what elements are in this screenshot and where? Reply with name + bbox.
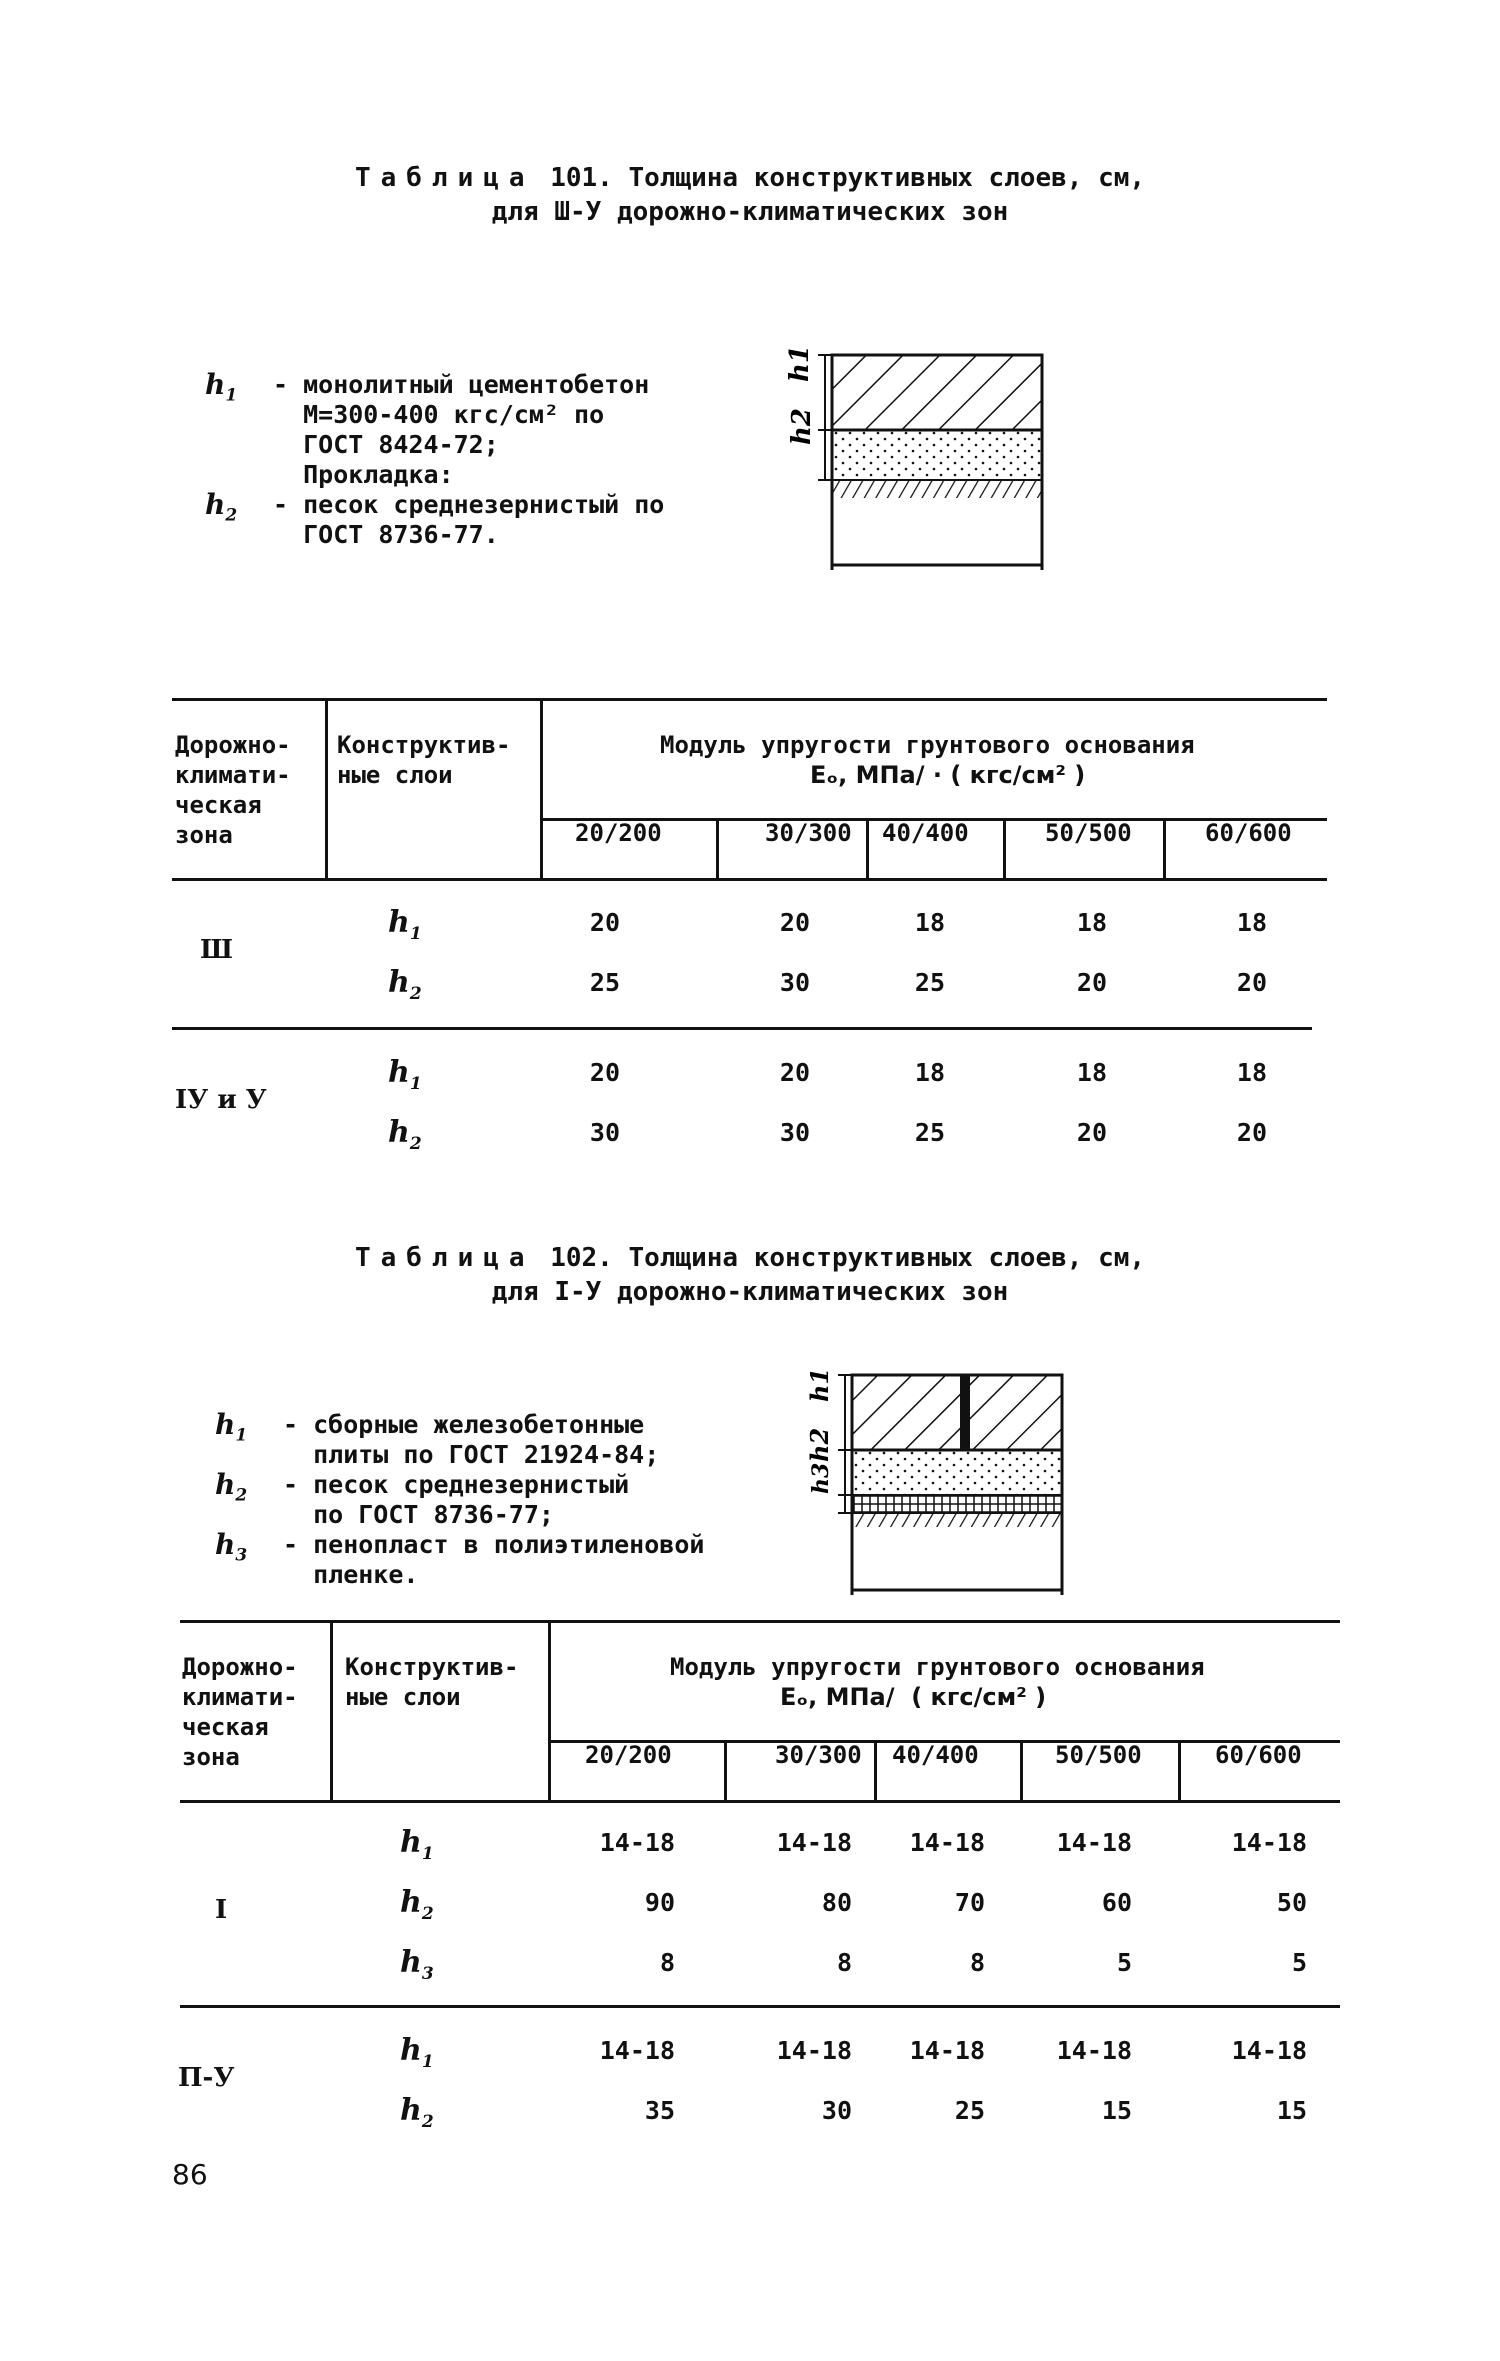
legend-line: - монолитный цементобетон bbox=[273, 370, 650, 399]
table-cell: 35 bbox=[644, 2096, 675, 2125]
diagram-label-h2: h2 bbox=[805, 1427, 834, 1462]
table-cell: 18 bbox=[1076, 1058, 1107, 1087]
header-modulus: Модуль упругости грунтового основания bbox=[660, 731, 1195, 759]
table-cell: 20 bbox=[1236, 968, 1267, 997]
legend-line: - песок среднезернистый по bbox=[273, 490, 665, 519]
sand-layer bbox=[832, 430, 1042, 480]
table-cell: 14-18 bbox=[776, 1828, 852, 1857]
header-zone: Дорожно- климати- ческая зона bbox=[175, 731, 291, 849]
table-cell: 8 bbox=[969, 1948, 985, 1977]
table-cell: 20 bbox=[1236, 1118, 1267, 1147]
table101-title-line1: 101. Толщина конструктивных слоев, см, bbox=[550, 163, 1146, 193]
legend-item-h2 bbox=[205, 490, 664, 550]
column-header: 60/600 bbox=[1215, 1741, 1302, 1769]
table-cell: 60 bbox=[1101, 1888, 1132, 1917]
table-cell: 30 bbox=[821, 2096, 852, 2125]
table101-layer-diagram bbox=[770, 340, 1070, 580]
foam-layer bbox=[852, 1495, 1062, 1513]
legend-symbol: $h_2$ bbox=[215, 1468, 248, 1506]
diagram-label-h3: h3 bbox=[808, 1462, 834, 1494]
column-header: 20/200 bbox=[585, 1741, 672, 1769]
legend-symbol: $h_1$ bbox=[215, 1408, 248, 1446]
table-cell: 90 bbox=[644, 1888, 675, 1917]
header-modulus: Модуль упругости грунтового основания bbox=[670, 1653, 1205, 1681]
header-modulus-unit: Eₒ, МПа/ · ( кгс/см² ) bbox=[810, 761, 1086, 789]
table102-layer-diagram bbox=[790, 1360, 1090, 1600]
legend-line: ГОСТ 8736-77. bbox=[273, 520, 499, 549]
layer-label: $h_1$ bbox=[400, 1825, 434, 1864]
concrete-layer bbox=[832, 355, 1042, 430]
table102-subtitle: для I-У дорожно-климатических зон bbox=[491, 1277, 1009, 1307]
legend-line: - песок среднезернистый bbox=[283, 1470, 630, 1499]
zone-label: Ш bbox=[200, 935, 233, 965]
column-header: 40/400 bbox=[892, 1741, 979, 1769]
soil-hatch bbox=[832, 480, 1042, 498]
header-layers: Конструктив- ные слои bbox=[345, 1653, 519, 1711]
table-cell: 18 bbox=[1236, 908, 1267, 937]
layer-label: $h_1$ bbox=[388, 905, 422, 944]
table-cell: 70 bbox=[954, 1888, 985, 1917]
legend-item-h1 bbox=[215, 1410, 704, 1470]
diagram-label-h1: h1 bbox=[785, 345, 815, 382]
table102-title-word: Таблица bbox=[354, 1243, 535, 1273]
table-cell: 14-18 bbox=[1056, 2036, 1132, 2065]
table-cell: 18 bbox=[1236, 1058, 1267, 1087]
column-header: 60/600 bbox=[1205, 819, 1292, 847]
page-number: 86 bbox=[172, 2158, 208, 2191]
table-cell: 8 bbox=[659, 1948, 675, 1977]
table-cell: 14-18 bbox=[1231, 1828, 1307, 1857]
table-cell: 14-18 bbox=[909, 1828, 985, 1857]
table-rule bbox=[548, 1620, 551, 1802]
legend-item-h2 bbox=[215, 1470, 704, 1530]
table-cell: 50 bbox=[1276, 1888, 1307, 1917]
diagram-label-h1: h1 bbox=[805, 1367, 834, 1402]
table-rule bbox=[325, 698, 328, 880]
table-cell: 5 bbox=[1116, 1948, 1132, 1977]
table-cell: 25 bbox=[954, 2096, 985, 2125]
table-cell: 20 bbox=[779, 908, 810, 937]
table-cell: 14-18 bbox=[776, 2036, 852, 2065]
table-cell: 25 bbox=[589, 968, 620, 997]
table-rule bbox=[874, 1740, 877, 1802]
column-header: 30/300 bbox=[775, 1741, 862, 1769]
slab-joint bbox=[960, 1375, 970, 1450]
legend-line: по ГОСТ 8736-77; bbox=[283, 1500, 554, 1529]
table-cell: 14-18 bbox=[1056, 1828, 1132, 1857]
table-cell: 14-18 bbox=[909, 2036, 985, 2065]
table101-legend bbox=[205, 370, 664, 550]
table-cell: 30 bbox=[779, 1118, 810, 1147]
table-rule bbox=[180, 2005, 1340, 2008]
legend-symbol: $h_3$ bbox=[215, 1528, 248, 1566]
table-cell: 8 bbox=[836, 1948, 852, 1977]
table-cell: 25 bbox=[914, 1118, 945, 1147]
layer-label: $h_2$ bbox=[388, 965, 422, 1004]
zone-label: IУ и У bbox=[175, 1085, 267, 1115]
table-rule bbox=[1003, 818, 1006, 880]
layer-label: $h_2$ bbox=[400, 1885, 434, 1924]
table-rule bbox=[866, 818, 869, 880]
column-header: 50/500 bbox=[1045, 819, 1132, 847]
layer-label: $h_2$ bbox=[388, 1115, 422, 1154]
table-cell: 20 bbox=[779, 1058, 810, 1087]
soil-hatch bbox=[852, 1513, 1062, 1527]
layer-label: $h_2$ bbox=[400, 2093, 434, 2132]
table-rule bbox=[172, 1027, 1312, 1030]
legend-symbol: $h_2$ bbox=[205, 488, 238, 526]
table101-title bbox=[0, 160, 1500, 196]
table101-title-word: Таблица bbox=[354, 163, 535, 193]
table-cell: 14-18 bbox=[599, 1828, 675, 1857]
header-modulus-unit: Eₒ, МПа/ ( кгс/см² ) bbox=[780, 1683, 1047, 1711]
table-rule bbox=[1020, 1740, 1023, 1802]
diagram-label-h2: h2 bbox=[787, 408, 817, 445]
table-rule bbox=[716, 818, 719, 880]
table-rule bbox=[330, 1620, 333, 1802]
table-cell: 18 bbox=[914, 1058, 945, 1087]
table-cell: 14-18 bbox=[1231, 2036, 1307, 2065]
layer-label: $h_1$ bbox=[388, 1055, 422, 1094]
column-header: 30/300 bbox=[765, 819, 852, 847]
legend-item-h3 bbox=[215, 1530, 704, 1590]
header-zone: Дорожно- климати- ческая зона bbox=[182, 1653, 298, 1771]
table-cell: 20 bbox=[1076, 968, 1107, 997]
legend-line: пленке. bbox=[283, 1560, 419, 1589]
legend-line: плиты по ГОСТ 21924-84; bbox=[283, 1440, 660, 1469]
table102-title bbox=[0, 1240, 1500, 1276]
column-header: 50/500 bbox=[1055, 1741, 1142, 1769]
table-cell: 5 bbox=[1291, 1948, 1307, 1977]
table-rule bbox=[1163, 818, 1166, 880]
layer-label: $h_3$ bbox=[400, 1945, 434, 1984]
table101-subtitle: для Ш-У дорожно-климатических зон bbox=[491, 197, 1009, 227]
table-cell: 18 bbox=[1076, 908, 1107, 937]
legend-line: - пенопласт в полиэтиленовой bbox=[283, 1530, 705, 1559]
legend-line: М=300-400 кгс/см² по bbox=[273, 400, 605, 429]
table-cell: 30 bbox=[589, 1118, 620, 1147]
legend-line: - сборные железобетонные bbox=[283, 1410, 645, 1439]
legend-symbol: $h_1$ bbox=[205, 368, 238, 406]
slab-layer bbox=[852, 1375, 1062, 1450]
table-cell: 20 bbox=[589, 908, 620, 937]
table-rule bbox=[172, 698, 1327, 701]
sand-layer bbox=[852, 1450, 1062, 1495]
legend-line: Прокладка: bbox=[273, 460, 454, 489]
table-rule bbox=[1178, 1740, 1181, 1802]
table-cell: 15 bbox=[1276, 2096, 1307, 2125]
table-cell: 30 bbox=[779, 968, 810, 997]
table102-legend bbox=[215, 1410, 704, 1590]
table-cell: 20 bbox=[1076, 1118, 1107, 1147]
table-cell: 25 bbox=[914, 968, 945, 997]
table-cell: 80 bbox=[821, 1888, 852, 1917]
layer-label: $h_1$ bbox=[400, 2033, 434, 2072]
table-rule bbox=[540, 698, 543, 880]
table-cell: 14-18 bbox=[599, 2036, 675, 2065]
table102-title-line1: 102. Толщина конструктивных слоев, см, bbox=[550, 1243, 1146, 1273]
table-rule bbox=[180, 1800, 1340, 1803]
table-rule bbox=[172, 878, 1327, 881]
table-rule bbox=[724, 1740, 727, 1802]
zone-label: I bbox=[215, 1895, 228, 1925]
column-header: 40/400 bbox=[882, 819, 969, 847]
column-header: 20/200 bbox=[575, 819, 662, 847]
legend-line: ГОСТ 8424-72; bbox=[273, 430, 499, 459]
zone-label: П-У bbox=[178, 2063, 235, 2093]
table-cell: 20 bbox=[589, 1058, 620, 1087]
legend-item-h1 bbox=[205, 370, 664, 490]
table-rule bbox=[180, 1620, 1340, 1623]
header-layers: Конструктив- ные слои bbox=[337, 731, 511, 789]
table-cell: 15 bbox=[1101, 2096, 1132, 2125]
table-cell: 18 bbox=[914, 908, 945, 937]
